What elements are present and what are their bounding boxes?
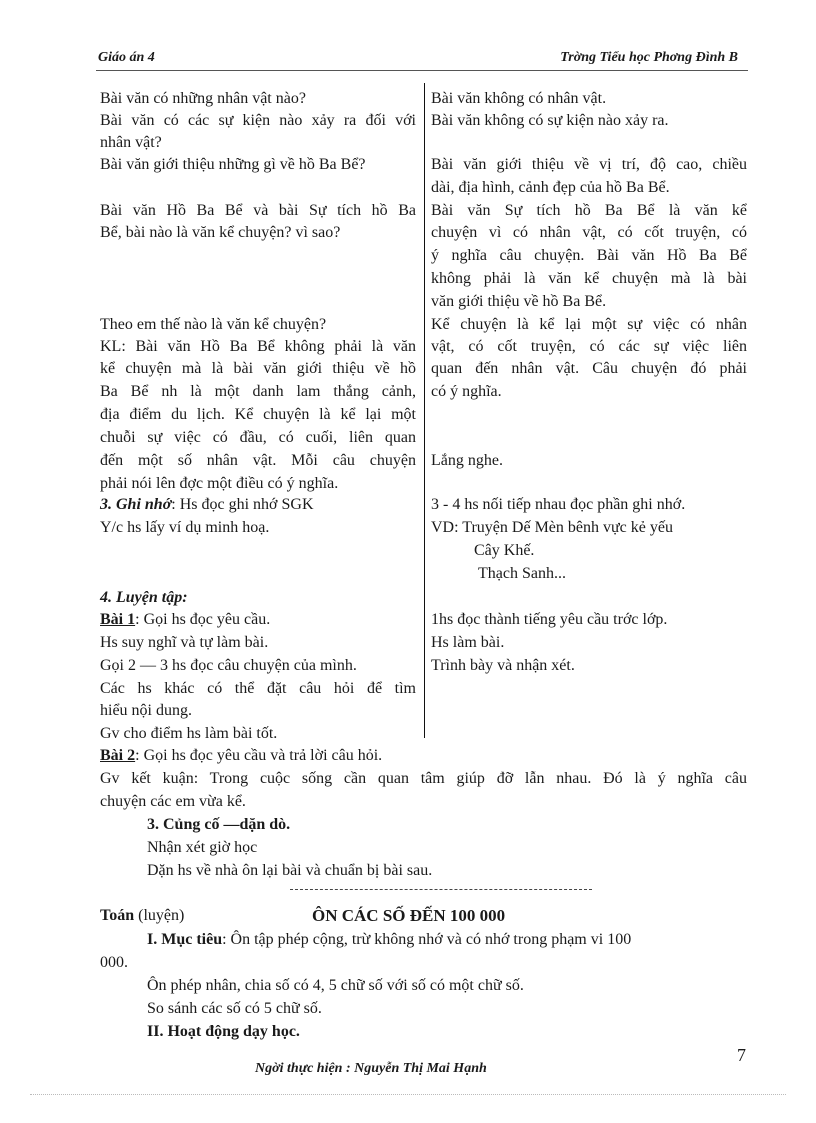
bai-2-text: : Gọi hs đọc yêu cầu và trả lời câu hỏi. [135, 747, 383, 764]
answer-1: Bài văn không có nhân vật. [431, 90, 607, 107]
ghi-nho-answer: 3 - 4 hs nối tiếp nhau đọc phần ghi nhớ. [431, 496, 686, 513]
page-bottom-border [30, 1094, 786, 1095]
answer-5-line-2: vật, có cốt truyện, có các sự việc liên [431, 338, 747, 355]
question-1: Bài văn có những nhân vật nào? [100, 90, 306, 107]
header-school-name: Trờng Tiểu học Phơng Đình B [560, 50, 738, 65]
objective-line [147, 929, 631, 951]
listen-note: Lắng nghe. [431, 452, 503, 469]
teacher-conclusion-line-1: Gv kết kuận: Trong cuộc sống cần quan tâm giúp đỡ lẫn nhau. Đó là ý nghĩa câu [100, 770, 747, 787]
ghi-nho-line [100, 494, 314, 516]
bai-1-answer-3: Trình bày và nhận xét. [431, 657, 575, 674]
objective-point-2: So sánh các số có 5 chữ số. [147, 1000, 322, 1017]
homework-note: Dặn hs về nhà ôn lại bài và chuẩn bị bài sau. [147, 862, 433, 879]
conclusion-line-4: địa điểm du lịch. Kể chuyện là kể lại một [100, 406, 416, 423]
answer-4-line-2: chuyện vì có nhân vật, có cốt truyện, có [431, 224, 747, 241]
conclusion-line-6: đến một số nhân vật. Mỗi câu chuyện [100, 452, 416, 469]
ghi-nho-label: 3. Ghi nhớ [100, 496, 172, 513]
answer-4-line-4: không phải là văn kể chuyện mà là bài [431, 270, 747, 287]
bai-1-label: Bài 1 [100, 611, 136, 628]
question-2-line-1: Bài văn có các sự kiện nào xảy ra đối với [100, 112, 416, 129]
question-3: Bài văn giới thiệu những gì về hồ Ba Bể? [100, 156, 366, 173]
example-request: Y/c hs lấy ví dụ minh hoạ. [100, 519, 270, 536]
activities-heading: II. Hoạt động dạy học. [147, 1023, 300, 1040]
objective-point-1: Ôn phép nhân, chia số có 4, 5 chữ số với số có một chữ số. [147, 977, 524, 994]
question-4-line-2: Bể, bài nào là văn kể chuyện? vì sao? [100, 224, 341, 241]
header-divider [96, 70, 748, 71]
toan-label: Toán [100, 907, 135, 924]
page-number: 7 [737, 1045, 746, 1065]
bai-1-text: : Gọi hs đọc yêu cầu. [135, 611, 271, 628]
conclusion-line-2: kể chuyện mà là bài văn giới thiệu về hồ [100, 360, 416, 377]
section-separator [290, 889, 592, 890]
bai-1-line [100, 609, 270, 631]
conclusion-line-7: phải nói lên đợc một điều có ý nghĩa. [100, 475, 339, 492]
bai-1-step-2: Gọi 2 — 3 hs đọc câu chuyện của mình. [100, 657, 357, 674]
answer-2: Bài văn không có sự kiện nào xảy ra. [431, 112, 669, 129]
bai-1-step-1: Hs suy nghĩ và tự làm bài. [100, 634, 269, 651]
objective-line-2: 000. [100, 954, 128, 971]
example-1: VD: Truyện Dế Mèn bênh vực kẻ yếu [431, 519, 673, 536]
answer-4-line-3: ý nghĩa câu chuyện. Bài văn Hồ Ba Bể [431, 247, 747, 264]
bai-1-step-3-line-1: Các hs khác có thể đặt câu hỏi để tìm [100, 680, 416, 697]
luyen-tap-heading: 4. Luyện tập: [100, 589, 188, 606]
objective-label: I. Mục tiêu [147, 931, 223, 948]
question-5: Theo em thế nào là văn kể chuyện? [100, 316, 327, 333]
bai-1-answer-2: Hs làm bài. [431, 634, 505, 651]
question-2-line-2: nhân vật? [100, 134, 162, 151]
question-4-line-1: Bài văn Hồ Ba Bể và bài Sự tích hồ Ba [100, 202, 416, 219]
answer-3-line-2: dài, địa hình, cảnh đẹp của hồ Ba Bể. [431, 179, 670, 196]
answer-3-line-1: Bài văn giới thiệu về vị trí, độ cao, chiều [431, 156, 747, 173]
bai-1-answer-1: 1hs đọc thành tiếng yêu cầu trớc lớp. [431, 611, 668, 628]
cung-co-heading: 3. Củng cố —dặn dò. [147, 816, 291, 833]
lesson-title: ÔN CÁC SỐ ĐẾN 100 000 [312, 906, 506, 925]
answer-4-line-5: văn giới thiệu về hồ Ba Bể. [431, 293, 607, 310]
answer-5-line-4: có ý nghĩa. [431, 383, 502, 400]
bai-1-step-3-line-2: hiểu nội dung. [100, 702, 192, 719]
bai-2-line [100, 745, 382, 767]
bai-2-label: Bài 2 [100, 747, 136, 764]
toan-subject [100, 905, 184, 927]
ghi-nho-text: : Hs đọc ghi nhớ SGK [171, 496, 314, 513]
answer-5-line-3: quan đến nhân vật. Câu chuyện đó phải [431, 360, 747, 377]
answer-4-line-1: Bài văn Sự tích hồ Ba Bể là văn kể [431, 202, 747, 219]
example-2: Cây Khế. [474, 542, 535, 559]
teacher-conclusion-line-2: chuyện các em vừa kể. [100, 793, 246, 810]
conclusion-line-1: KL: Bài văn Hồ Ba Bể không phải là văn [100, 338, 416, 355]
toan-sub: (luyện) [134, 907, 185, 924]
footer-author: Ngời thực hiện : Nguyễn Thị Mai Hạnh [255, 1061, 487, 1076]
answer-5-line-1: Kể chuyện là kể lại một sự việc có nhân [431, 316, 747, 333]
objective-text: : Ôn tập phép cộng, trừ không nhớ và có nhớ trong phạm vi 100 [222, 931, 632, 948]
header-school-title: Giáo án 4 [98, 50, 155, 65]
conclusion-line-3: Ba Bể nh là một danh lam thắng cảnh, [100, 383, 416, 400]
conclusion-line-5: chuỗi sự việc có đầu, có cuối, liên quan [100, 429, 416, 446]
review-note: Nhận xét giờ học [147, 839, 258, 856]
bai-1-step-4: Gv cho điểm hs làm bài tốt. [100, 725, 278, 742]
example-3: Thạch Sanh... [478, 565, 566, 582]
column-divider [424, 83, 425, 738]
